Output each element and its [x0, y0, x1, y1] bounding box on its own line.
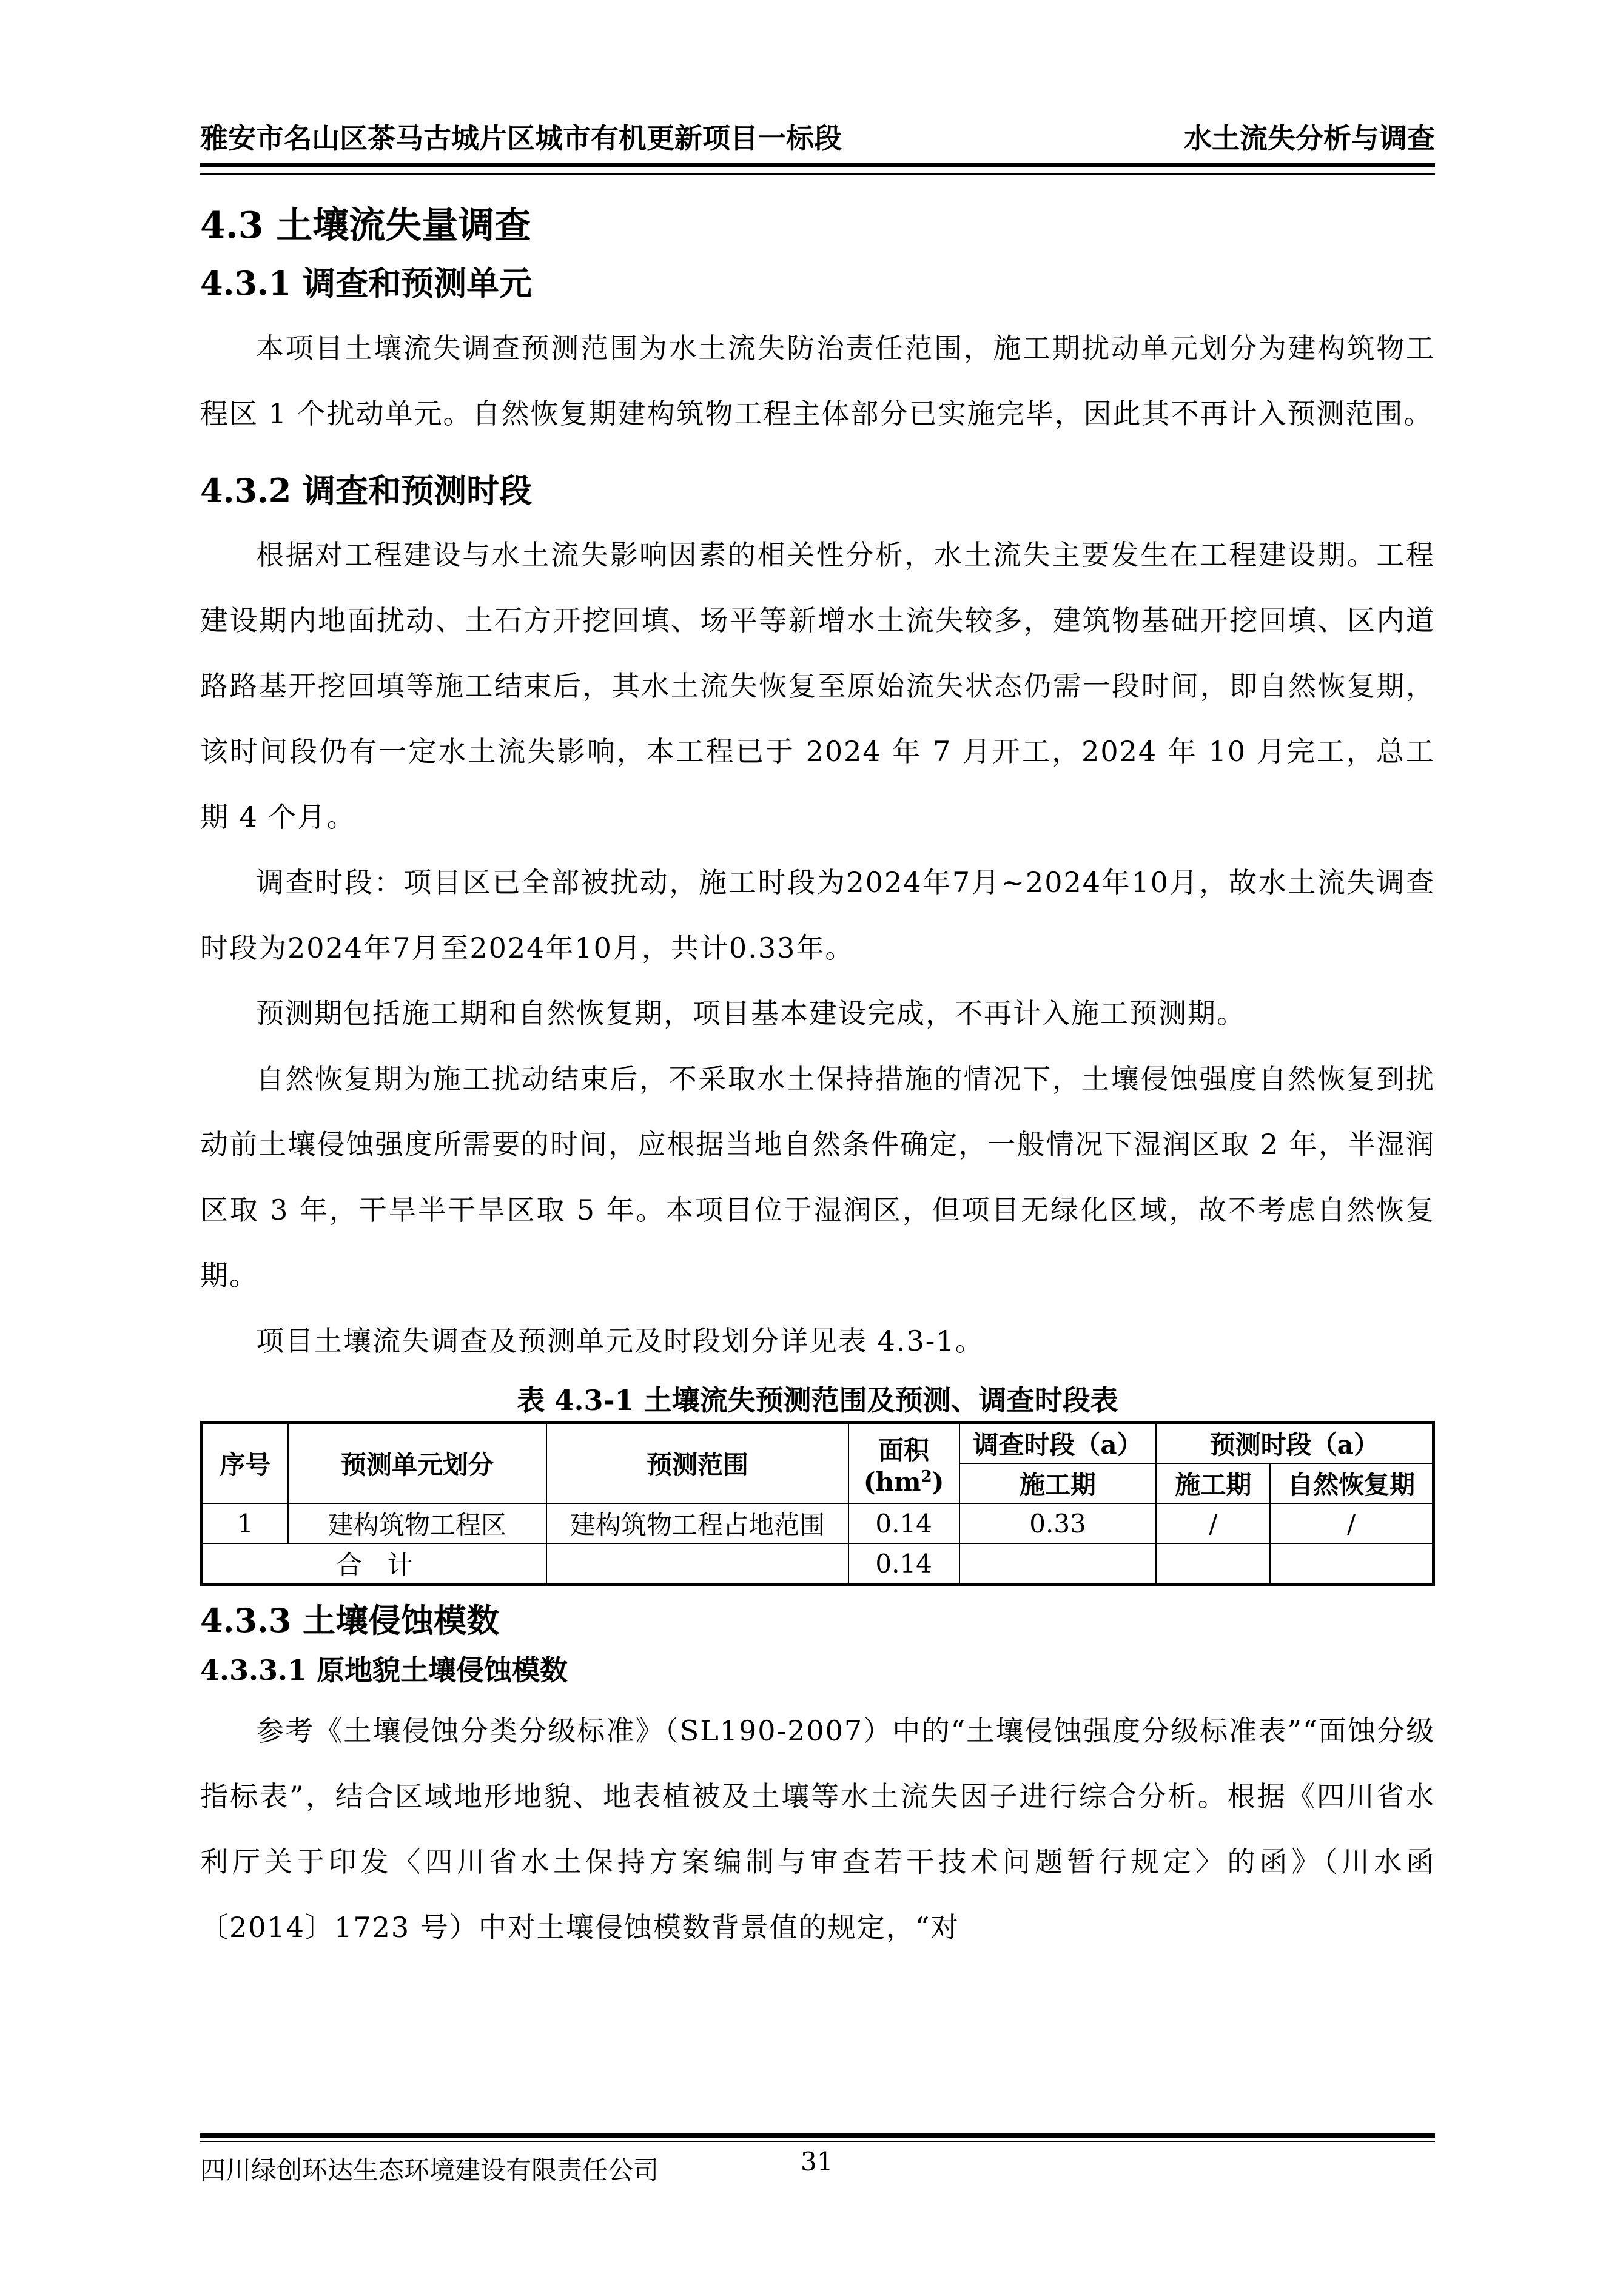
total-scope	[546, 1543, 848, 1585]
header-project-title: 雅安市名山区茶马古城片区城市有机更新项目一标段	[200, 122, 842, 155]
cell-scope: 建构筑物工程占地范围	[546, 1503, 848, 1543]
header-predict-period: 预测时段（a）	[1156, 1423, 1433, 1464]
paragraph: 项目土壤流失调查及预测单元及时段划分详见表 4.3-1。	[256, 1324, 984, 1357]
table-row	[202, 1503, 1434, 1543]
header-area	[848, 1423, 959, 1504]
total-area: 0.14	[848, 1543, 959, 1585]
footer-company: 四川绿创环达生态环境建设有限责任公司	[200, 2155, 659, 2185]
page-footer	[200, 2133, 1435, 2185]
survey-period-table	[200, 1421, 1435, 1586]
cell-no: 1	[202, 1503, 288, 1543]
header-survey-construction: 施工期	[959, 1463, 1157, 1503]
table-caption: 表 4.3-1 土壤流失预测范围及预测、调查时段表	[517, 1384, 1118, 1417]
cell-unit: 建构筑物工程区	[288, 1503, 547, 1543]
paragraph: 本项目土壤流失调查预测范围为水土流失防治责任范围，施工期扰动单元划分为建构筑物工程区 1 个扰动单元。自然恢复期建构筑物工程主体部分已实施完毕，因此其不再计入预测范围。	[200, 331, 1435, 430]
footer-rule-thin	[200, 2141, 1435, 2142]
header-predict-construction: 施工期	[1156, 1463, 1270, 1503]
cell-predict-construction: /	[1156, 1503, 1270, 1543]
section-4-3-3-1-heading: 4.3.3.1 原地貌土壤侵蚀模数	[200, 1653, 568, 1687]
cell-predict-recovery: /	[1270, 1503, 1433, 1543]
page-number: 31	[801, 2147, 833, 2177]
paragraph: 预测期包括施工期和自然恢复期，项目基本建设完成，不再计入施工预测期。	[256, 997, 1246, 1030]
header-area-close: )	[932, 1466, 944, 1497]
header-scope: 预测范围	[546, 1423, 848, 1504]
cell-survey-construction: 0.33	[959, 1503, 1157, 1543]
section-4-3-3-heading: 4.3.3 土壤侵蚀模数	[200, 1601, 500, 1640]
header-unit: 预测单元划分	[288, 1423, 547, 1504]
header-area-sup: 2	[921, 1467, 932, 1486]
header-area-unit: (hm	[863, 1466, 921, 1497]
section-4-3-1-heading: 4.3.1 调查和预测单元	[200, 264, 533, 303]
cell-area: 0.14	[848, 1503, 959, 1543]
header-rule-thin	[200, 173, 1435, 175]
header-chapter-title: 水土流失分析与调查	[1184, 122, 1435, 155]
section-4-3-heading: 4.3 土壤流失量调查	[200, 204, 531, 247]
total-predict-recovery	[1270, 1543, 1433, 1585]
total-predict-construction	[1156, 1543, 1270, 1585]
paragraph: 参考《土壤侵蚀分类分级标准》（SL190-2007）中的“土壤侵蚀强度分级标准表”“面蚀分级指标表”，结合区域地形地貌、地表植被及土壤等水土流失因子进行综合分析。根据《四川省水利厅关于印发〈四川省水土保持方案编制与审查若干技术问题暂行规定〉的函》（川水函〔2014〕1723 号）中对土壤侵蚀模数背景值的规定，“对	[200, 1714, 1435, 1944]
header-survey-period: 调查时段（a）	[959, 1423, 1157, 1464]
footer-rule	[200, 2133, 1435, 2138]
page-body	[200, 191, 1435, 1960]
header-predict-recovery: 自然恢复期	[1270, 1463, 1433, 1503]
header-no: 序号	[202, 1423, 288, 1504]
header-area-label: 面积	[878, 1435, 930, 1465]
page-header	[200, 109, 1435, 164]
total-label: 合 计	[202, 1543, 547, 1585]
paragraph: 自然恢复期为施工扰动结束后，不采取水土保持措施的情况下，土壤侵蚀强度自然恢复到扰动前土壤侵蚀强度所需要的时间，应根据当地自然条件确定，一般情况下湿润区取 2 年，半湿润区取 3 年，干旱半干旱区取 5 年。本项目位于湿润区，但项目无绿化区域，故不考虑自然恢复期。	[200, 1062, 1435, 1292]
table-total-row	[202, 1543, 1434, 1585]
total-survey	[959, 1543, 1157, 1585]
paragraph: 根据对工程建设与水土流失影响因素的相关性分析，水土流失主要发生在工程建设期。工程建设期内地面扰动、土石方开挖回填、场平等新增水土流失较多，建筑物基础开挖回填、区内道路路基开挖回填等施工结束后，其水土流失恢复至原始流失状态仍需一段时间，即自然恢复期，该时间段仍有一定水土流失影响，本工程已于 2024 年 7 月开工，2024 年 10 月完工，总工期 4 个月。	[200, 539, 1435, 833]
section-4-3-2-heading: 4.3.2 调查和预测时段	[200, 471, 533, 510]
paragraph: 调查时段：项目区已全部被扰动，施工时段为2024年7月~2024年10月，故水土流失调查时段为2024年7月至2024年10月，共计0.33年。	[200, 866, 1435, 964]
header-rule	[200, 163, 1435, 167]
